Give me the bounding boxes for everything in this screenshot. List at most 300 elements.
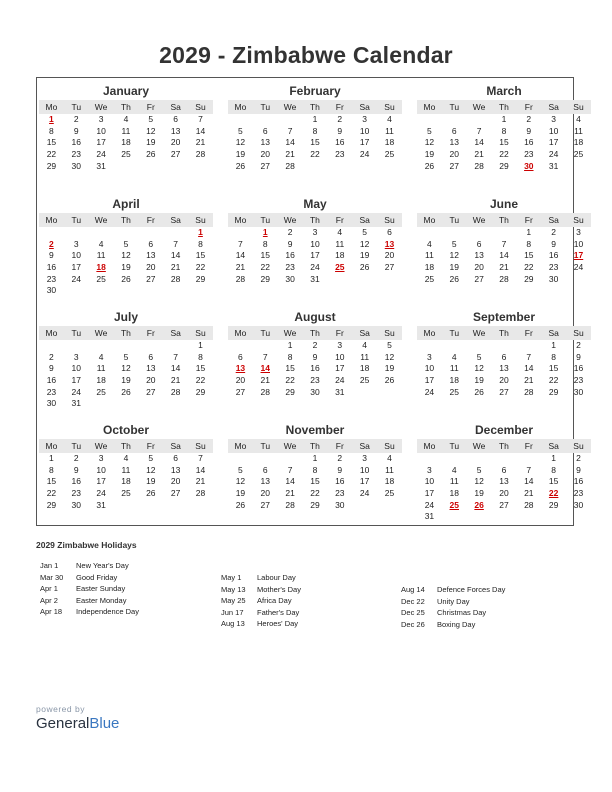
day-cell: 17 — [424, 488, 435, 499]
day-cell: 11 — [96, 250, 106, 261]
day-cell: 20 — [235, 375, 246, 386]
day-cell: 29 — [195, 386, 206, 397]
day-cell: 15 — [499, 137, 509, 148]
weekday-label: Sa — [170, 102, 181, 112]
holiday-name: New Year's Day — [76, 561, 129, 570]
day-cell: 20 — [499, 375, 509, 386]
day-cell: 5 — [148, 453, 154, 463]
day-cell: 4 — [98, 238, 104, 249]
weekday-label: Th — [120, 215, 131, 225]
day-cell: 22 — [499, 149, 509, 160]
day-cell — [253, 340, 278, 352]
day-cell: 4 — [427, 238, 432, 249]
day-cell: 16 — [573, 476, 584, 487]
day-cell: 17 — [359, 476, 370, 487]
day-cell: 29 — [499, 160, 509, 171]
day-cell: 24 — [359, 149, 370, 160]
day-cell: 25 — [121, 149, 131, 160]
day-cell: 18 — [96, 375, 106, 386]
day-cell: 15 — [260, 250, 270, 261]
day-cell — [138, 285, 163, 297]
day-cell: 24 — [71, 273, 81, 284]
month-name: January — [102, 84, 150, 98]
day-cell: 3 — [98, 114, 104, 124]
day-cell: 19 — [146, 476, 156, 487]
holiday-day: 1 — [198, 227, 203, 237]
weekday-label: Th — [498, 102, 509, 112]
day-cell: 27 — [474, 273, 484, 284]
weekday-label: Th — [309, 215, 320, 225]
day-cell: 24 — [335, 375, 345, 386]
day-cell — [89, 340, 114, 352]
week-row — [228, 352, 402, 364]
week-row — [39, 227, 213, 239]
week-row — [39, 239, 213, 251]
weekday-header — [39, 326, 213, 340]
day-cell: 22 — [548, 375, 559, 386]
weekday-label: Sa — [359, 328, 370, 338]
week-row — [228, 239, 402, 251]
day-cell: 17 — [359, 137, 370, 148]
day-cell: 31 — [96, 160, 106, 171]
day-cell: 15 — [285, 363, 295, 374]
day-cell: 24 — [573, 262, 584, 273]
day-cell: 3 — [362, 453, 367, 463]
week-row — [417, 387, 591, 399]
day-cell: 8 — [551, 464, 556, 475]
weekday-label: Th — [498, 215, 509, 225]
day-cell: 23 — [46, 386, 57, 397]
day-cell: 1 — [312, 114, 318, 124]
day-cell: 19 — [235, 488, 246, 499]
day-cell: 25 — [384, 149, 395, 160]
day-cell: 20 — [260, 149, 270, 160]
day-cell: 29 — [195, 273, 206, 284]
day-cell — [138, 227, 163, 239]
day-cell: 21 — [499, 262, 509, 273]
day-cell: 12 — [235, 137, 246, 148]
holiday-date: May 1 — [221, 573, 242, 582]
day-cell: 5 — [476, 464, 482, 475]
day-cell: 18 — [449, 375, 459, 386]
day-cell: 12 — [474, 476, 484, 487]
day-cell: 17 — [548, 137, 559, 148]
week-row — [228, 340, 402, 352]
day-cell: 29 — [46, 160, 57, 171]
day-cell: 24 — [96, 149, 106, 160]
weekday-header — [228, 439, 402, 453]
week-row — [417, 465, 591, 477]
day-cell — [114, 227, 139, 239]
day-cell: 20 — [170, 137, 181, 148]
weekday-header — [417, 213, 591, 227]
day-cell: 16 — [310, 363, 320, 374]
day-cell: 3 — [73, 351, 79, 362]
day-cell: 27 — [449, 160, 459, 171]
week-row — [417, 239, 591, 251]
day-cell: 10 — [359, 125, 370, 136]
weekday-label: Su — [195, 102, 206, 112]
day-cell: 20 — [384, 250, 395, 261]
day-cell — [253, 114, 278, 126]
week-row — [417, 476, 591, 488]
day-cell: 2 — [337, 453, 343, 463]
day-cell: 13 — [499, 476, 509, 487]
day-cell — [467, 453, 492, 465]
holiday-day: 17 — [573, 250, 584, 261]
day-cell: 6 — [262, 125, 268, 136]
holiday-name: Easter Sunday — [76, 584, 126, 594]
day-cell: 25 — [96, 386, 106, 397]
day-cell: 12 — [121, 250, 131, 261]
day-cell: 6 — [262, 464, 268, 475]
day-cell: 22 — [195, 375, 206, 386]
day-cell: 23 — [46, 273, 57, 284]
day-cell: 25 — [424, 273, 435, 284]
day-cell: 6 — [148, 351, 154, 362]
day-cell — [138, 500, 163, 512]
day-cell: 10 — [573, 238, 584, 249]
day-cell: 30 — [46, 285, 57, 296]
day-cell: 21 — [474, 149, 484, 160]
day-cell: 23 — [573, 488, 584, 499]
brand-name — [36, 715, 119, 732]
holiday-column — [221, 572, 301, 630]
day-cell: 11 — [425, 250, 434, 261]
day-cell — [138, 161, 163, 173]
weekday-label: Fr — [335, 328, 344, 338]
holiday-name: Defence Forces Day — [437, 585, 506, 594]
week-row — [228, 149, 402, 161]
day-cell — [352, 274, 377, 286]
day-cell — [278, 453, 303, 465]
weekday-label: Sa — [548, 215, 559, 225]
day-cell: 9 — [73, 464, 79, 475]
week-row — [39, 274, 213, 286]
day-cell: 31 — [71, 398, 81, 409]
day-cell: 11 — [574, 125, 583, 136]
weekday-label: Sa — [359, 215, 370, 225]
weekday-header — [417, 439, 591, 453]
day-cell: 19 — [474, 488, 484, 499]
day-cell: 27 — [146, 386, 156, 397]
day-cell: 13 — [260, 476, 270, 487]
holiday-day: 2 — [49, 238, 54, 249]
weekday-label: Fr — [524, 102, 533, 112]
day-cell: 16 — [285, 250, 295, 261]
day-cell — [228, 114, 253, 126]
day-cell — [163, 285, 188, 297]
day-cell: 25 — [121, 488, 131, 499]
weekday-label: Fr — [146, 441, 155, 451]
day-cell: 11 — [385, 125, 394, 136]
day-cell — [39, 340, 64, 352]
day-cell — [114, 340, 139, 352]
day-cell: 24 — [424, 386, 435, 397]
holiday-name: Mother's Day — [257, 584, 301, 594]
day-cell: 25 — [359, 375, 370, 386]
day-cell: 17 — [71, 375, 81, 386]
day-cell: 23 — [285, 262, 295, 273]
day-cell — [64, 340, 89, 352]
day-cell — [114, 285, 139, 297]
month-april — [39, 196, 213, 297]
day-cell: 22 — [46, 149, 57, 160]
day-cell: 28 — [285, 160, 295, 171]
week-row — [228, 363, 402, 375]
weekday-label: Fr — [335, 102, 344, 112]
holiday-item — [40, 583, 139, 595]
holiday-item — [221, 584, 301, 596]
day-cell: 16 — [71, 137, 81, 148]
weekday-label: We — [283, 441, 297, 451]
week-row — [39, 375, 213, 387]
day-cell — [442, 114, 467, 126]
day-cell: 31 — [335, 386, 345, 397]
day-cell: 28 — [499, 273, 509, 284]
month-name: October — [102, 423, 149, 437]
week-row — [417, 352, 591, 364]
day-cell: 13 — [474, 250, 484, 261]
day-cell: 11 — [335, 238, 345, 249]
day-cell: 1 — [551, 340, 556, 350]
month-january — [39, 83, 213, 172]
weekday-label: Mo — [423, 215, 436, 225]
day-cell: 15 — [195, 363, 206, 374]
day-cell: 9 — [576, 464, 581, 475]
holiday-item — [401, 619, 505, 631]
weekday-label: Su — [384, 102, 395, 112]
holidays-title: 2029 Zimbabwe Holidays — [36, 540, 137, 550]
day-cell: 11 — [121, 125, 131, 136]
day-cell: 10 — [71, 363, 81, 374]
weekday-label: Tu — [71, 441, 82, 451]
day-cell: 7 — [287, 464, 293, 475]
day-cell: 27 — [499, 386, 509, 397]
week-row — [228, 500, 402, 512]
day-cell: 14 — [170, 363, 181, 374]
day-cell: 24 — [310, 262, 320, 273]
day-cell — [327, 274, 352, 286]
day-cell — [541, 511, 566, 523]
weekday-label: Su — [573, 441, 584, 451]
day-cell — [467, 340, 492, 352]
day-cell: 26 — [235, 499, 246, 510]
weekday-header — [417, 326, 591, 340]
day-cell: 4 — [337, 227, 343, 237]
day-cell: 12 — [121, 363, 131, 374]
weekday-label: Su — [384, 328, 395, 338]
holiday-day: 22 — [548, 488, 559, 499]
weekday-label: We — [472, 215, 486, 225]
day-cell — [163, 500, 188, 512]
day-cell: 14 — [524, 476, 534, 487]
day-cell: 7 — [262, 351, 268, 362]
weekday-label: Mo — [234, 328, 247, 338]
day-cell: 16 — [335, 137, 345, 148]
week-row — [39, 137, 213, 149]
day-cell: 3 — [427, 464, 432, 475]
day-cell — [417, 114, 442, 126]
day-cell: 23 — [335, 488, 345, 499]
holiday-day: 1 — [49, 114, 54, 124]
day-cell: 4 — [98, 351, 104, 362]
day-cell — [163, 227, 188, 239]
holiday-name: Africa Day — [257, 596, 292, 606]
day-cell: 1 — [526, 227, 532, 237]
day-cell: 28 — [260, 386, 270, 397]
week-row — [417, 453, 591, 465]
weekday-label: Mo — [423, 102, 436, 112]
weekday-label: Fr — [335, 215, 344, 225]
holiday-item — [401, 607, 505, 619]
week-row — [417, 114, 591, 126]
day-cell: 21 — [195, 137, 206, 148]
holiday-day: 25 — [335, 262, 345, 273]
day-cell: 16 — [335, 476, 345, 487]
brand-blue: Blue — [89, 715, 120, 732]
day-cell: 4 — [387, 453, 392, 463]
week-row — [39, 453, 213, 465]
day-cell — [417, 453, 442, 465]
day-cell — [442, 511, 467, 523]
holiday-item — [401, 596, 505, 608]
day-cell — [228, 227, 253, 239]
day-cell — [278, 114, 303, 126]
week-row — [39, 126, 213, 138]
day-cell: 27 — [146, 273, 156, 284]
day-cell: 20 — [146, 375, 156, 386]
day-cell: 18 — [335, 250, 345, 261]
day-cell: 6 — [451, 125, 457, 136]
day-cell: 11 — [96, 363, 106, 374]
weekday-label: Th — [309, 328, 320, 338]
day-cell: 23 — [524, 149, 534, 160]
day-cell: 2 — [73, 453, 79, 463]
day-cell: 14 — [499, 250, 509, 261]
weekday-label: Th — [309, 441, 320, 451]
day-cell: 2 — [287, 227, 293, 237]
week-row — [417, 227, 591, 239]
day-cell: 18 — [573, 137, 584, 148]
holiday-item — [401, 584, 505, 596]
weekday-header — [228, 213, 402, 227]
day-cell — [467, 511, 492, 523]
holiday-item — [40, 572, 139, 584]
week-row — [39, 387, 213, 399]
day-cell: 4 — [451, 351, 457, 362]
day-cell: 15 — [548, 476, 559, 487]
day-cell — [138, 340, 163, 352]
weekday-label: Tu — [449, 441, 460, 451]
day-cell: 18 — [384, 137, 395, 148]
day-cell: 3 — [98, 453, 104, 463]
day-cell: 21 — [260, 375, 270, 386]
day-cell — [64, 227, 89, 239]
week-row — [228, 274, 402, 286]
week-row — [417, 149, 591, 161]
day-cell: 8 — [312, 464, 318, 475]
month-may — [228, 196, 402, 285]
weekday-label: Mo — [423, 328, 436, 338]
day-cell — [138, 398, 163, 410]
month-december — [417, 422, 591, 523]
weekday-label: Mo — [234, 102, 247, 112]
day-cell: 3 — [73, 238, 79, 249]
day-cell: 15 — [310, 476, 320, 487]
day-cell: 6 — [173, 453, 178, 463]
weekday-label: Su — [195, 328, 206, 338]
day-cell: 16 — [573, 363, 584, 374]
day-cell — [163, 161, 188, 173]
day-cell: 10 — [310, 238, 320, 249]
day-cell — [442, 340, 467, 352]
weekday-label: Tu — [71, 328, 82, 338]
day-cell: 29 — [310, 499, 320, 510]
holiday-item — [221, 607, 301, 619]
day-cell: 9 — [287, 238, 293, 249]
holiday-name: Unity Day — [437, 596, 470, 606]
week-row — [228, 250, 402, 262]
week-row — [228, 126, 402, 138]
day-cell: 23 — [548, 262, 559, 273]
day-cell: 3 — [576, 227, 581, 237]
day-cell: 8 — [312, 125, 318, 136]
day-cell — [188, 398, 213, 410]
day-cell: 20 — [260, 488, 270, 499]
day-cell: 15 — [195, 250, 206, 261]
day-cell: 2 — [312, 340, 318, 350]
day-cell: 10 — [548, 125, 559, 136]
day-cell: 19 — [235, 149, 246, 160]
week-row — [39, 465, 213, 477]
day-cell: 21 — [524, 488, 534, 499]
day-cell: 1 — [287, 340, 293, 350]
day-cell: 26 — [449, 273, 459, 284]
weekday-label: Sa — [548, 102, 559, 112]
weekday-label: Sa — [548, 441, 559, 451]
day-cell — [228, 340, 253, 352]
day-cell: 28 — [170, 386, 181, 397]
day-cell: 4 — [576, 114, 581, 124]
week-row — [39, 114, 213, 126]
weekday-header — [39, 213, 213, 227]
week-row — [39, 476, 213, 488]
holiday-date: Apr 18 — [40, 607, 63, 617]
day-cell: 30 — [285, 273, 295, 284]
day-cell: 21 — [195, 476, 206, 487]
day-cell: 12 — [474, 363, 484, 374]
week-row — [417, 375, 591, 387]
day-cell: 31 — [424, 511, 435, 522]
month-november — [228, 422, 402, 511]
day-cell — [303, 161, 328, 173]
holiday-date: Jun 17 — [221, 607, 244, 617]
day-cell: 22 — [260, 262, 270, 273]
day-cell — [377, 161, 402, 173]
day-cell: 14 — [285, 137, 295, 148]
day-cell — [188, 161, 213, 173]
day-cell: 20 — [146, 262, 156, 273]
day-cell: 1 — [198, 340, 203, 350]
day-cell: 19 — [449, 262, 459, 273]
day-cell: 2 — [73, 114, 79, 124]
day-cell: 19 — [424, 149, 435, 160]
holiday-date: Mar 30 — [40, 572, 64, 582]
holiday-date: Jan 1 — [40, 561, 59, 570]
day-cell: 4 — [123, 114, 129, 124]
day-cell: 21 — [170, 375, 181, 386]
